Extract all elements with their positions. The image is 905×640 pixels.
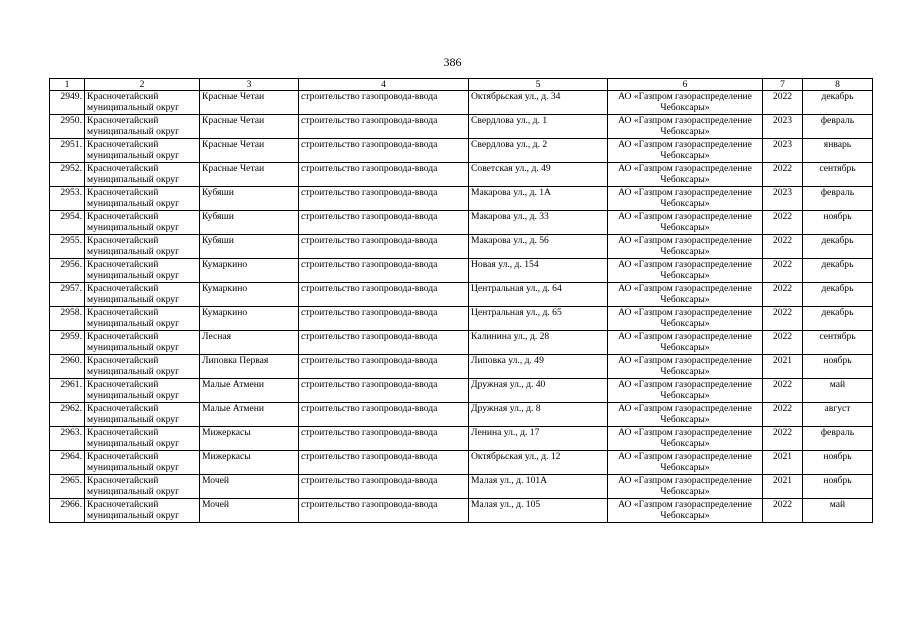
district-cell: Красночетайский муниципальный округ bbox=[85, 475, 200, 499]
locality-cell: Красные Четаи bbox=[200, 139, 299, 163]
address-cell: Малая ул., д. 105 bbox=[469, 499, 608, 523]
work-type-cell: строительство газопровода-ввода bbox=[299, 379, 469, 403]
locality-cell: Красные Четаи bbox=[200, 163, 299, 187]
month-cell: май bbox=[803, 379, 873, 403]
table-row bbox=[50, 115, 873, 139]
table-row bbox=[50, 451, 873, 475]
district-cell: Красночетайский муниципальный округ bbox=[85, 235, 200, 259]
work-type-cell: строительство газопровода-ввода bbox=[299, 283, 469, 307]
district-cell: Красночетайский муниципальный округ bbox=[85, 139, 200, 163]
district-cell: Красночетайский муниципальный округ bbox=[85, 499, 200, 523]
organization-cell: АО «Газпром газораспределение Чебоксары» bbox=[608, 235, 763, 259]
district-cell: Красночетайский муниципальный округ bbox=[85, 331, 200, 355]
address-cell: Малая ул., д. 101А bbox=[469, 475, 608, 499]
organization-cell: АО «Газпром газораспределение Чебоксары» bbox=[608, 307, 763, 331]
table-row bbox=[50, 355, 873, 379]
address-cell: Новая ул., д. 154 bbox=[469, 259, 608, 283]
district-cell: Красночетайский муниципальный округ bbox=[85, 259, 200, 283]
year-cell: 2022 bbox=[763, 211, 803, 235]
work-type-cell: строительство газопровода-ввода bbox=[299, 355, 469, 379]
organization-cell: АО «Газпром газораспределение Чебоксары» bbox=[608, 139, 763, 163]
month-cell: ноябрь bbox=[803, 451, 873, 475]
address-cell: Макарова ул., д. 56 bbox=[469, 235, 608, 259]
table-row bbox=[50, 211, 873, 235]
year-cell: 2023 bbox=[763, 139, 803, 163]
row-number: 2966. bbox=[50, 499, 85, 523]
district-cell: Красночетайский муниципальный округ bbox=[85, 451, 200, 475]
address-cell: Липовка ул., д. 49 bbox=[469, 355, 608, 379]
table-row bbox=[50, 139, 873, 163]
row-number: 2957. bbox=[50, 283, 85, 307]
month-cell: сентябрь bbox=[803, 331, 873, 355]
year-cell: 2021 bbox=[763, 475, 803, 499]
table-row bbox=[50, 331, 873, 355]
work-type-cell: строительство газопровода-ввода bbox=[299, 331, 469, 355]
month-cell: февраль bbox=[803, 427, 873, 451]
address-cell: Ленина ул., д. 17 bbox=[469, 427, 608, 451]
work-type-cell: строительство газопровода-ввода bbox=[299, 403, 469, 427]
district-cell: Красночетайский муниципальный округ bbox=[85, 211, 200, 235]
locality-cell: Лесная bbox=[200, 331, 299, 355]
year-cell: 2022 bbox=[763, 331, 803, 355]
district-cell: Красночетайский муниципальный округ bbox=[85, 163, 200, 187]
address-cell: Октябрьская ул., д. 12 bbox=[469, 451, 608, 475]
year-cell: 2022 bbox=[763, 307, 803, 331]
header-cell: 1 bbox=[50, 79, 85, 91]
organization-cell: АО «Газпром газораспределение Чебоксары» bbox=[608, 355, 763, 379]
district-cell: Красночетайский муниципальный округ bbox=[85, 379, 200, 403]
month-cell: декабрь bbox=[803, 235, 873, 259]
work-type-cell: строительство газопровода-ввода bbox=[299, 187, 469, 211]
register-table bbox=[49, 78, 873, 523]
table-row bbox=[50, 187, 873, 211]
address-cell: Октябрьская ул., д. 34 bbox=[469, 91, 608, 115]
year-cell: 2023 bbox=[763, 115, 803, 139]
header-cell: 5 bbox=[469, 79, 608, 91]
header-row bbox=[50, 79, 873, 91]
month-cell: январь bbox=[803, 139, 873, 163]
locality-cell: Мижеркасы bbox=[200, 427, 299, 451]
month-cell: декабрь bbox=[803, 307, 873, 331]
work-type-cell: строительство газопровода-ввода bbox=[299, 499, 469, 523]
organization-cell: АО «Газпром газораспределение Чебоксары» bbox=[608, 427, 763, 451]
row-number: 2953. bbox=[50, 187, 85, 211]
work-type-cell: строительство газопровода-ввода bbox=[299, 163, 469, 187]
locality-cell: Кумаркино bbox=[200, 307, 299, 331]
row-number: 2962. bbox=[50, 403, 85, 427]
locality-cell: Кумаркино bbox=[200, 283, 299, 307]
header-cell: 6 bbox=[608, 79, 763, 91]
year-cell: 2021 bbox=[763, 451, 803, 475]
row-number: 2958. bbox=[50, 307, 85, 331]
locality-cell: Кубяши bbox=[200, 187, 299, 211]
header-cell: 2 bbox=[85, 79, 200, 91]
work-type-cell: строительство газопровода-ввода bbox=[299, 451, 469, 475]
table-row bbox=[50, 163, 873, 187]
row-number: 2964. bbox=[50, 451, 85, 475]
month-cell: ноябрь bbox=[803, 355, 873, 379]
address-cell: Дружная ул., д. 8 bbox=[469, 403, 608, 427]
table-row bbox=[50, 283, 873, 307]
month-cell: февраль bbox=[803, 187, 873, 211]
row-number: 2965. bbox=[50, 475, 85, 499]
year-cell: 2023 bbox=[763, 187, 803, 211]
organization-cell: АО «Газпром газораспределение Чебоксары» bbox=[608, 379, 763, 403]
organization-cell: АО «Газпром газораспределение Чебоксары» bbox=[608, 331, 763, 355]
row-number: 2949. bbox=[50, 91, 85, 115]
locality-cell: Липовка Первая bbox=[200, 355, 299, 379]
locality-cell: Малые Атмени bbox=[200, 403, 299, 427]
table-row bbox=[50, 475, 873, 499]
row-number: 2951. bbox=[50, 139, 85, 163]
year-cell: 2022 bbox=[763, 91, 803, 115]
row-number: 2963. bbox=[50, 427, 85, 451]
table-row bbox=[50, 91, 873, 115]
month-cell: декабрь bbox=[803, 283, 873, 307]
row-number: 2960. bbox=[50, 355, 85, 379]
work-type-cell: строительство газопровода-ввода bbox=[299, 139, 469, 163]
address-cell: Советская ул., д. 49 bbox=[469, 163, 608, 187]
table-row bbox=[50, 403, 873, 427]
month-cell: май bbox=[803, 499, 873, 523]
organization-cell: АО «Газпром газораспределение Чебоксары» bbox=[608, 211, 763, 235]
table-row bbox=[50, 499, 873, 523]
work-type-cell: строительство газопровода-ввода bbox=[299, 307, 469, 331]
work-type-cell: строительство газопровода-ввода bbox=[299, 475, 469, 499]
row-number: 2950. bbox=[50, 115, 85, 139]
table-row bbox=[50, 307, 873, 331]
month-cell: ноябрь bbox=[803, 475, 873, 499]
organization-cell: АО «Газпром газораспределение Чебоксары» bbox=[608, 283, 763, 307]
locality-cell: Кубяши bbox=[200, 211, 299, 235]
locality-cell: Мижеркасы bbox=[200, 451, 299, 475]
year-cell: 2021 bbox=[763, 355, 803, 379]
organization-cell: АО «Газпром газораспределение Чебоксары» bbox=[608, 403, 763, 427]
year-cell: 2022 bbox=[763, 283, 803, 307]
district-cell: Красночетайский муниципальный округ bbox=[85, 91, 200, 115]
organization-cell: АО «Газпром газораспределение Чебоксары» bbox=[608, 451, 763, 475]
year-cell: 2022 bbox=[763, 235, 803, 259]
row-number: 2961. bbox=[50, 379, 85, 403]
district-cell: Красночетайский муниципальный округ bbox=[85, 115, 200, 139]
month-cell: декабрь bbox=[803, 259, 873, 283]
work-type-cell: строительство газопровода-ввода bbox=[299, 259, 469, 283]
district-cell: Красночетайский муниципальный округ bbox=[85, 187, 200, 211]
address-cell: Свердлова ул., д. 1 bbox=[469, 115, 608, 139]
address-cell: Центральная ул., д. 65 bbox=[469, 307, 608, 331]
year-cell: 2022 bbox=[763, 259, 803, 283]
row-number: 2959. bbox=[50, 331, 85, 355]
address-cell: Калинина ул., д. 28 bbox=[469, 331, 608, 355]
row-number: 2952. bbox=[50, 163, 85, 187]
year-cell: 2022 bbox=[763, 427, 803, 451]
table-row bbox=[50, 427, 873, 451]
work-type-cell: строительство газопровода-ввода bbox=[299, 211, 469, 235]
work-type-cell: строительство газопровода-ввода bbox=[299, 115, 469, 139]
organization-cell: АО «Газпром газораспределение Чебоксары» bbox=[608, 475, 763, 499]
month-cell: февраль bbox=[803, 115, 873, 139]
address-cell: Центральная ул., д. 64 bbox=[469, 283, 608, 307]
district-cell: Красночетайский муниципальный округ bbox=[85, 283, 200, 307]
year-cell: 2022 bbox=[763, 499, 803, 523]
header-cell: 4 bbox=[299, 79, 469, 91]
year-cell: 2022 bbox=[763, 163, 803, 187]
district-cell: Красночетайский муниципальный округ bbox=[85, 403, 200, 427]
month-cell: сентябрь bbox=[803, 163, 873, 187]
table-row bbox=[50, 259, 873, 283]
address-cell: Свердлова ул., д. 2 bbox=[469, 139, 608, 163]
header-cell: 3 bbox=[200, 79, 299, 91]
table-row bbox=[50, 235, 873, 259]
row-number: 2954. bbox=[50, 211, 85, 235]
locality-cell: Красные Четаи bbox=[200, 91, 299, 115]
address-cell: Макарова ул., д. 33 bbox=[469, 211, 608, 235]
locality-cell: Мочей bbox=[200, 475, 299, 499]
organization-cell: АО «Газпром газораспределение Чебоксары» bbox=[608, 187, 763, 211]
table-header bbox=[50, 79, 873, 91]
month-cell: ноябрь bbox=[803, 211, 873, 235]
month-cell: декабрь bbox=[803, 91, 873, 115]
month-cell: август bbox=[803, 403, 873, 427]
district-cell: Красночетайский муниципальный округ bbox=[85, 307, 200, 331]
year-cell: 2022 bbox=[763, 379, 803, 403]
locality-cell: Красные Четаи bbox=[200, 115, 299, 139]
district-cell: Красночетайский муниципальный округ bbox=[85, 355, 200, 379]
locality-cell: Кумаркино bbox=[200, 259, 299, 283]
organization-cell: АО «Газпром газораспределение Чебоксары» bbox=[608, 91, 763, 115]
address-cell: Макарова ул., д. 1А bbox=[469, 187, 608, 211]
row-number: 2955. bbox=[50, 235, 85, 259]
table-row bbox=[50, 379, 873, 403]
work-type-cell: строительство газопровода-ввода bbox=[299, 91, 469, 115]
page-number: 386 bbox=[443, 55, 462, 69]
work-type-cell: строительство газопровода-ввода bbox=[299, 427, 469, 451]
table-body bbox=[50, 91, 873, 523]
organization-cell: АО «Газпром газораспределение Чебоксары» bbox=[608, 115, 763, 139]
district-cell: Красночетайский муниципальный округ bbox=[85, 427, 200, 451]
organization-cell: АО «Газпром газораспределение Чебоксары» bbox=[608, 259, 763, 283]
work-type-cell: строительство газопровода-ввода bbox=[299, 235, 469, 259]
address-cell: Дружная ул., д. 40 bbox=[469, 379, 608, 403]
row-number: 2956. bbox=[50, 259, 85, 283]
header-cell: 8 bbox=[803, 79, 873, 91]
locality-cell: Кубяши bbox=[200, 235, 299, 259]
locality-cell: Малые Атмени bbox=[200, 379, 299, 403]
header-cell: 7 bbox=[763, 79, 803, 91]
year-cell: 2022 bbox=[763, 403, 803, 427]
locality-cell: Мочей bbox=[200, 499, 299, 523]
organization-cell: АО «Газпром газораспределение Чебоксары» bbox=[608, 499, 763, 523]
organization-cell: АО «Газпром газораспределение Чебоксары» bbox=[608, 163, 763, 187]
